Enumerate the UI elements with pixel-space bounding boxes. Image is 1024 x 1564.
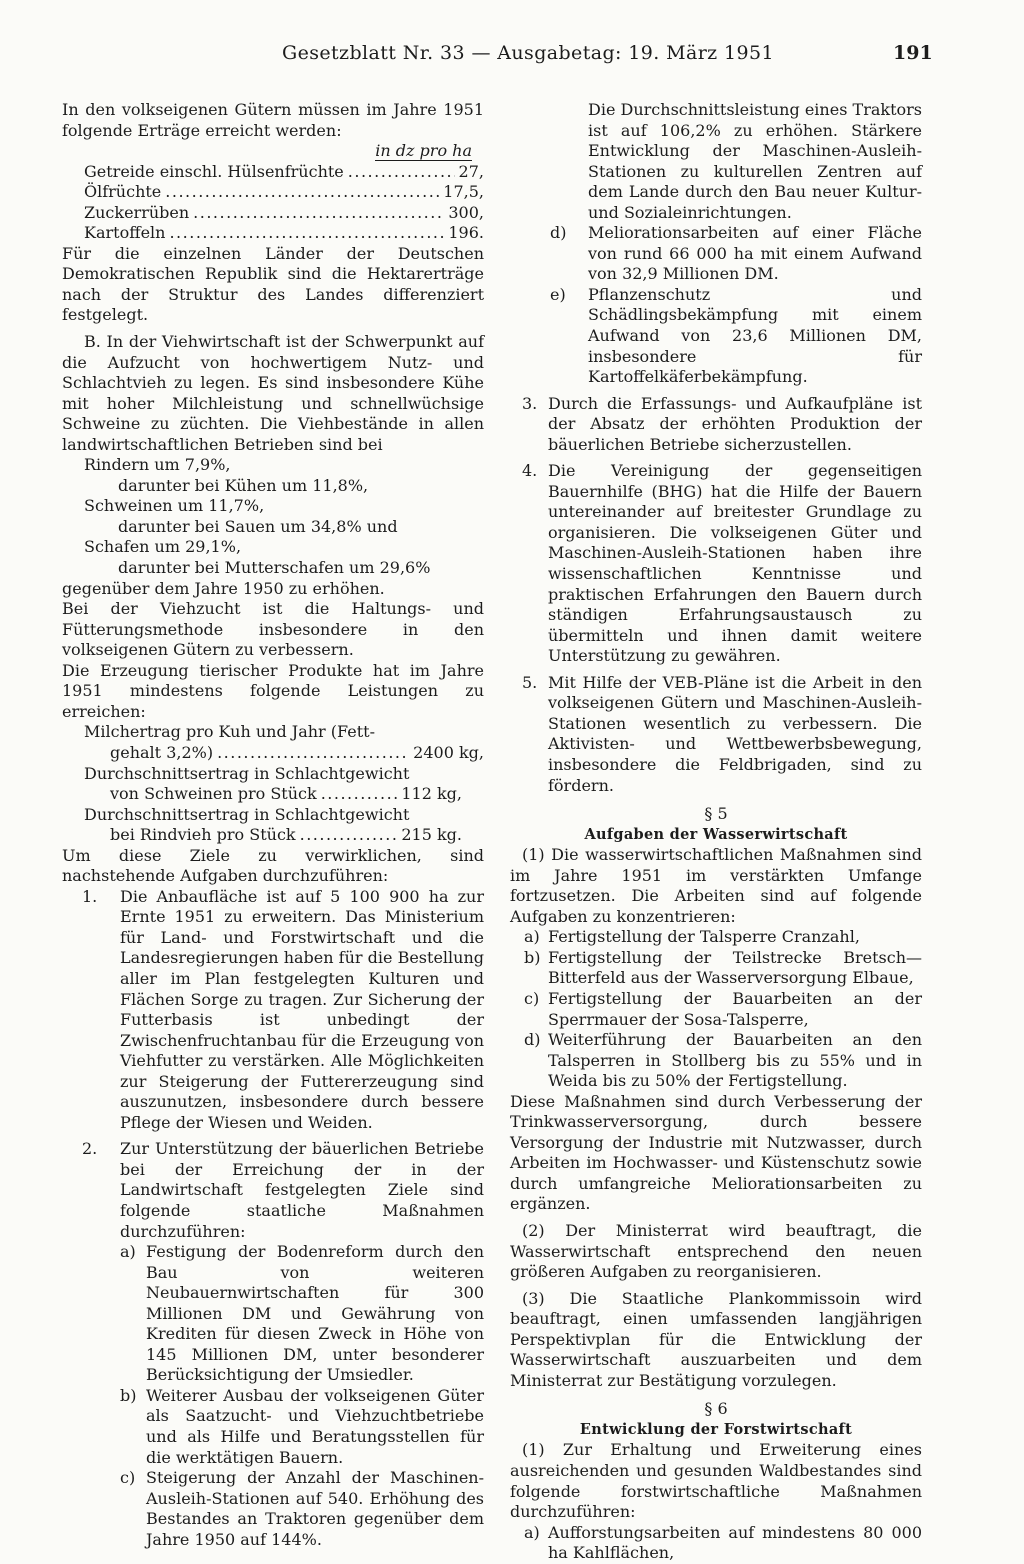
page-header	[0, 40, 1024, 80]
production-entry: Durchschnittsertrag in Schlachtgewicht von Schweinen pro Stück ..... 112 kg,	[84, 764, 484, 805]
section-b-paragraph: B. In der Viehwirtschaft ist der Schwerpunkt auf die Aufzucht von hochwertigem Nutz- und Schlachtvieh zu legen. Es sind insbesondere Kühe mit hoher Milchleistung und schnellwüchsige Schweine zu züchten. Die Viehbestände in allen landwirtschaftlichen Betrieben sind bei	[62, 332, 484, 454]
section-5-number: § 5	[704, 804, 728, 824]
yield-row: Ölfrüchte ..... 17,5,	[84, 182, 484, 203]
task-item-3: 3. Durch die Erfassungs- und Aufkaufpläne ist der Absatz der erhöhten Produktion der bäuerlichen Betriebe sicherzustellen.	[522, 393, 922, 454]
herd-line: darunter bei Sauen um 34,8% und	[118, 516, 398, 536]
herd-line: darunter bei Mutterschafen um 29,6%	[118, 558, 431, 578]
yield-row: Getreide einschl. Hülsenfrüchte ..... 27,	[84, 162, 484, 183]
paragraph: Die Erzeugung tierischer Produkte hat im Jahre 1951 mindestens folgende Leistungen zu erreichen:	[62, 660, 484, 721]
unit-header: in dz pro ha	[375, 141, 472, 161]
task-item-5: 5. Mit Hilfe der VEB-Pläne ist die Arbeit in den volkseigenen Gütern und Maschinen-Ausleih-Stationen wesentlich zu verbessern. Die Aktivisten- und Wettbewerbsbewegung, insbesondere die Feldbrigaden, sind zu fördern.	[522, 672, 922, 795]
task-item-2: 2. Zur Unterstützung der bäuerlichen Betriebe bei der Erreichung der in der Landwirtschaft festgelegten Ziele sind folgende staatliche Maßnahmen durchzuführen: a) Festigung der Bodenreform durch den Bau von weiteren Neubauernwirtschaften für 300 Millionen DM und Gewährung von Krediten für diesen Zweck in Höhe von 145 Millionen DM, unter besonderer Berücksichtigung der Umsiedler. b) Weiterer Ausbau der volkseigenen Güter als Saatzucht- und Viehzuchtbetriebe und als Hilfe und Beratungsstellen für die werktätigen Bauern. c) Steigerung der Anzahl der Maschinen-Ausleih-Stationen auf 540. Erhöhung des Bestandes an Traktoren gegenüber dem Jahre 1950 auf 144%.	[82, 1139, 484, 1549]
herd-line: Schweinen um 11,7%,	[84, 496, 265, 516]
paragraph: gegenüber dem Jahre 1950 zu erhöhen.	[62, 578, 385, 598]
paragraph: (1) Die wasserwirtschaftlichen Maßnahmen sind im Jahre 1951 im verstärkten Umfange fortzusetzen. Die Arbeiten sind auf folgende Aufgaben zu konzentrieren:	[510, 845, 922, 926]
page-number: 191	[893, 42, 933, 64]
water-item-b: b) Fertigstellung der Teilstrecke Bretsch—Bitterfeld aus der Wasserversorgung Elbaue,	[524, 947, 922, 988]
production-entry: Milchertrag pro Kuh und Jahr (Fett- gehalt 3,2%) ..... 2400 kg,	[84, 722, 484, 763]
paragraph: Um diese Ziele zu verwirklichen, sind nachstehende Aufgaben durchzuführen:	[62, 845, 484, 886]
water-item-a: a) Fertigstellung der Talsperre Cranzahl,	[524, 927, 860, 947]
water-item-c: c) Fertigstellung der Bauarbeiten an der Sperrmauer der Sosa-Talsperre,	[524, 988, 922, 1029]
left-column	[62, 100, 484, 1550]
section-5-title: Aufgaben der Wasserwirtschaft	[584, 825, 848, 843]
herd-line: Rindern um 7,9%,	[84, 455, 231, 475]
forest-task-list	[510, 1523, 922, 1564]
header-title: Gesetzblatt Nr. 33 — Ausgabetag: 19. März 1951	[282, 42, 774, 64]
paragraph: Bei der Viehzucht ist die Haltungs- und Fütterungsmethode insbesondere in den volkseigenen Gütern zu verbessern.	[62, 599, 484, 660]
sub-item-d: d) Meliorationsarbeiten auf einer Fläche von rund 66 000 ha mit einem Aufwand von 32,9 Millionen DM.	[550, 223, 922, 284]
herd-list	[62, 455, 484, 578]
production-list	[62, 722, 484, 845]
continuation-paragraph: Die Durchschnittsleistung eines Traktors ist auf 106,2% zu erhöhen. Stärkere Entwicklung der Maschinen-Ausleih-Stationen zu kulturellen Zentren auf dem Lande durch den Bau neuer Kultur- und Sozialeinrichtungen.	[588, 100, 922, 222]
paragraph: Für die einzelnen Länder der Deutschen Demokratischen Republik sind die Hektarerträge nach der Struktur des Landes differenziert festgelegt.	[62, 243, 484, 325]
paragraph: (3) Die Staatliche Plankommissoin wird beauftragt, einen umfassenden langjährigen Perspektivplan für die Entwicklung der Wasserwirtschaft auszuarbeiten und dem Ministerrat zur Bestätigung vorzulegen.	[510, 1288, 922, 1390]
section-6-number: § 6	[704, 1399, 728, 1419]
water-item-d: d) Weiterführung der Bauarbeiten an den Talsperren in Stollberg bis zu 55% und in Weida bis zu 50% der Fertigstellung.	[524, 1030, 922, 1091]
production-entry: Durchschnittsertrag in Schlachtgewicht bei Rindvieh pro Stück ..... 215 kg.	[84, 805, 484, 846]
sub-item-c: c) Steigerung der Anzahl der Maschinen-Ausleih-Stationen auf 540. Erhöhung des Bestandes an Traktoren gegenüber dem Jahre 1950 auf 144%.	[120, 1468, 484, 1549]
intro-paragraph: In den volkseigenen Gütern müssen im Jahre 1951 folgende Erträge erreicht werden:	[62, 100, 484, 140]
sub-item-b: b) Weiterer Ausbau der volkseigenen Güter als Saatzucht- und Viehzuchtbetriebe und als Hilfe und Beratungsstellen für die werktätigen Bauern.	[120, 1385, 484, 1467]
right-column	[510, 100, 922, 1564]
forest-item-a: a) Aufforstungsarbeiten auf mindestens 80 000 ha Kahlflächen,	[524, 1522, 922, 1563]
section-6-title: Entwicklung der Forstwirtschaft	[579, 1420, 853, 1438]
sub-item-e: e) Pflanzenschutz und Schädlingsbekämpfung mit einem Aufwand von 23,6 Millionen DM, insbesondere für Kartoffelkäferbekämpfung.	[550, 284, 922, 387]
task-item-1: 1. Die Anbaufläche ist auf 5 100 900 ha zur Ernte 1951 zu erweitern. Das Ministerium für Land- und Forstwirtschaft und die Landesregierungen haben für die Bestellung aller im Plan festgelegten Kulturen und Flächen Sorge zu tragen. Zur Sicherung der Futterbasis ist unbedingt der Zwischenfruchtanbau für die Erzeugung von Viehfutter zu verstärken. Alle Möglichkeiten zur Steigerung der Futtererzeugung sind auszunutzen, insbesondere durch bessere Pflege der Wiesen und Weiden.	[82, 886, 484, 1132]
paragraph: (2) Der Ministerrat wird beauftragt, die Wasserwirtschaft entsprechend den neuen größeren Aufgaben zu reorganisieren.	[510, 1220, 922, 1282]
herd-line: Schafen um 29,1%,	[84, 537, 242, 557]
task-item-4: 4. Die Vereinigung der gegenseitigen Bauernhilfe (BHG) hat die Hilfe der Bauern untereinander auf breitester Grundlage zu organisieren. Die volkseigenen Güter und Maschinen-Ausleih-Stationen haben ihre wissenschaftlichen Kenntnisse und praktischen Erfahrungen den Bauern durch ständigen Erfahrungsaustausch zu übermitteln und ihnen damit weitere Unterstützung zu gewähren.	[522, 461, 922, 666]
yield-list	[62, 162, 484, 244]
sub-item-a: a) Festigung der Bodenreform durch den Bau von weiteren Neubauernwirtschaften für 300 Millionen DM und Gewährung von Krediten für diesen Zweck in Höhe von 145 Millionen DM, unter besonderer Berücksichtigung der Umsiedler.	[120, 1242, 484, 1385]
paragraph: (1) Zur Erhaltung und Erweiterung eines ausreichenden und gesunden Waldbestandes sind folgende forstwirtschaftliche Maßnahmen durchzuführen:	[510, 1440, 922, 1522]
water-task-list	[510, 927, 922, 1091]
yield-row: Kartoffeln ..... 196.	[84, 223, 484, 244]
continued-sub-items	[510, 223, 922, 387]
paragraph: Diese Maßnahmen sind durch Verbesserung der Trinkwasserversorgung, durch bessere Versorgung der Industrie mit Nutzwasser, durch Arbeiten im Hochwasser- und Küstenschutz sowie durch umfangreiche Meliorationsarbeiten zu ergänzen.	[510, 1091, 922, 1214]
yield-row: Zuckerrüben ..... 300,	[84, 203, 484, 224]
herd-line: darunter bei Kühen um 11,8%,	[118, 475, 369, 495]
